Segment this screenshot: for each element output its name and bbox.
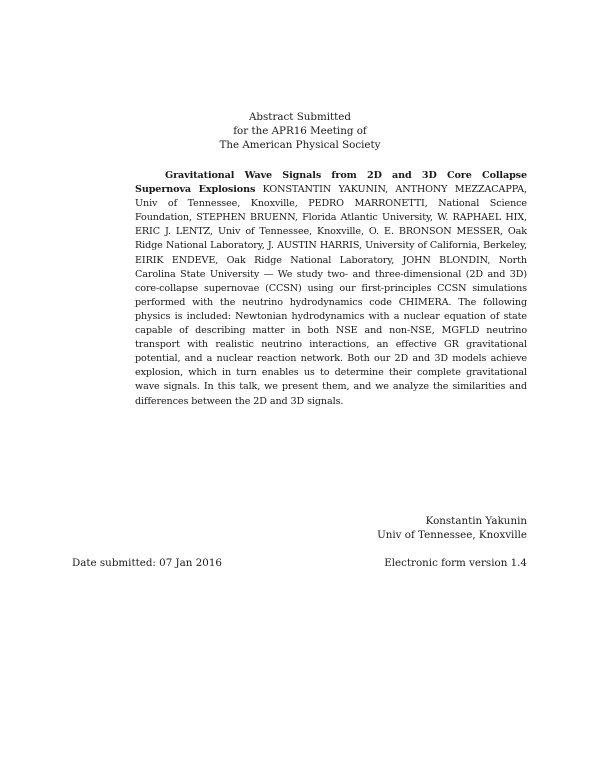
abstract-title: Gravitational Wave Signals from 2D and 3D Core Collapse Supernova Explosions [135, 170, 527, 196]
signature-affiliation: Univ of Tennessee, Knoxville [377, 529, 527, 541]
abstract-body: We study two- and three-dimensional (2D and 3D) core-collapse supernovae (CCSN) using our first-principles CCSN simulations performed with the neutrino hydrodynamics code CHIMERA. The following physics is included: Newtonian hydrodynamics with a nuclear equation of state capable of describing matter in both NSE and non-NSE, MGFLD neutrino transport with realistic neutrino interactions, an effective GR gravitational potential, and a nuclear reaction network. Both our 2D and 3D models achieve explosion, which in turn enables us to determine their complete gravitational wave signals. In this talk, we present them, and we analyze the similarities and differences between the 2D and 3D signals. [135, 268, 528, 407]
date-submitted: Date submitted: 07 Jan 2016 [72, 557, 222, 569]
abstract-separator: — [263, 268, 274, 280]
abstract-authors: KONSTANTIN YAKUNIN, ANTHONY MEZZACAPPA, Univ of Tennessee, Knoxville, PEDRO MARRONETTI, National Science Foundation, STEPHEN BRUENN, Florida Atlantic University, W. RAPHAEL HIX, ERIC J. LENTZ, Univ of Tennessee, Knoxville, O. E. BRONSON MESSER, Oak Ridge National Laboratory, J. AUSTIN HARRIS, University of California, Berkeley, EIRIK ENDEVE, Oak Ridge National Laboratory, JOHN BLONDIN, North Carolina State University [135, 184, 527, 280]
header-line-abstract-submitted: Abstract Submitted [249, 111, 351, 123]
submission-header [0, 110, 600, 152]
header-line-meeting: for the APR16 Meeting of [233, 125, 367, 137]
signature-name: Konstantin Yakunin [425, 515, 527, 527]
header-line-society: The American Physical Society [219, 139, 381, 151]
form-version: Electronic form version 1.4 [384, 557, 527, 569]
abstract-paragraph [135, 169, 527, 409]
signature-block [377, 514, 527, 542]
